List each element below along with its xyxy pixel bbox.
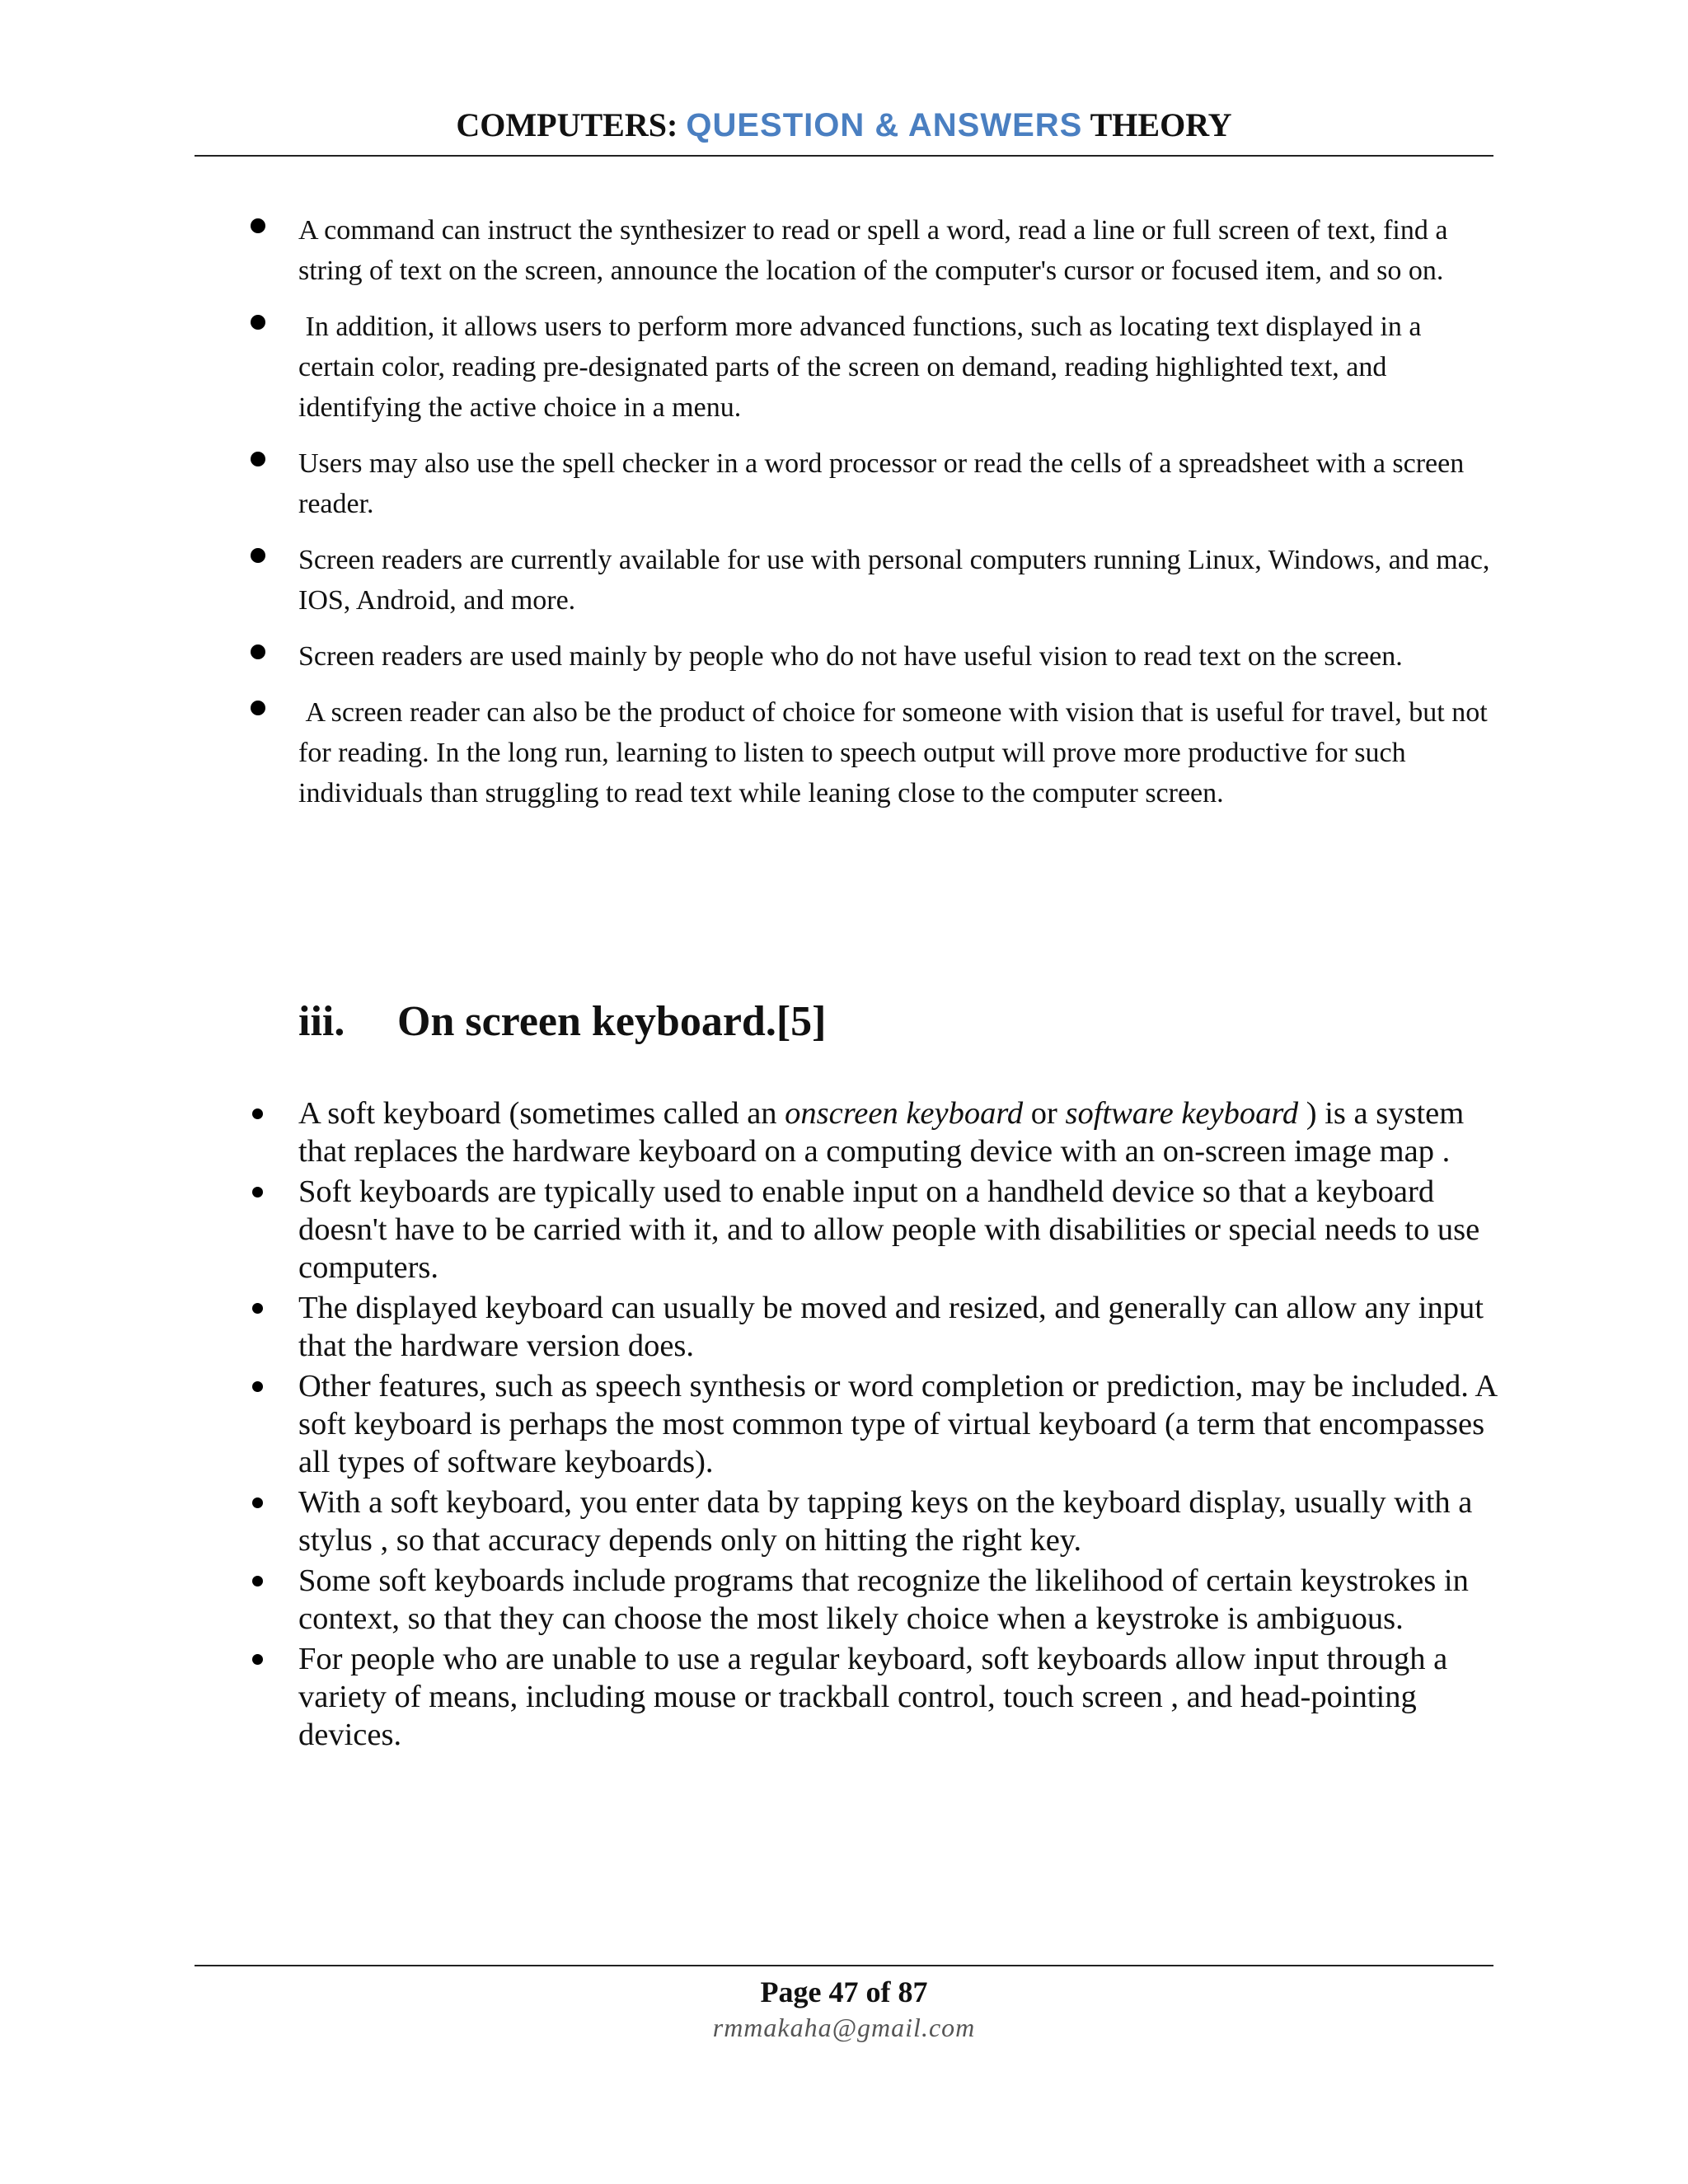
- section-heading: [298, 993, 826, 1051]
- list-item-text: Users may also use the spell checker in a word processor or read the cells of a spreadsheet with a screen reader.: [298, 448, 1465, 519]
- section-number: iii.: [298, 998, 345, 1045]
- list-item: [239, 1367, 1500, 1481]
- list-item-text: Screen readers are used mainly by people who do not have useful vision to read text on the screen.: [298, 641, 1403, 672]
- list-item: [239, 1094, 1500, 1170]
- list-item: [239, 1562, 1500, 1638]
- list-item-text: [298, 1096, 1472, 1169]
- list-item-text: Screen readers are currently available for use with personal computers running Linux, Windows, and mac, IOS, Android, and more.: [298, 545, 1490, 616]
- list-item-text: A screen reader can also be the product of choice for someone with vision that is useful for travel, but not for reading. In the long run, learning to listen to speech output will prove more productive for such individuals than struggling to read text while leaning close to the computer screen.: [298, 697, 1495, 808]
- list-item-text: Other features, such as speech synthesis or word completion or prediction, may be included. A soft keyboard is perhaps the most common type of virtual keyboard (a term that encompasses all types of software keyboards).: [298, 1369, 1496, 1479]
- bullet-icon: [252, 1654, 263, 1665]
- list-item: [239, 1173, 1500, 1286]
- section-title: On screen keyboard.[5]: [397, 998, 827, 1045]
- text-run: or: [1023, 1096, 1066, 1131]
- page-number: Page 47 of 87: [760, 1975, 928, 2008]
- bullet-icon: [252, 1108, 263, 1119]
- list-item: [239, 210, 1500, 291]
- keyboard-bullet-list: [239, 1094, 1500, 1756]
- bullet-icon: [251, 644, 265, 659]
- header-separator: :: [667, 106, 678, 143]
- footer-email: rmmakaha@gmail.com: [712, 2013, 976, 2042]
- list-item: [239, 1640, 1500, 1754]
- bullet-icon: [252, 1381, 263, 1392]
- bullet-icon: [252, 1187, 263, 1197]
- footer-rule: [195, 1965, 1493, 1966]
- header-prefix: COMPUTERS: [456, 106, 667, 143]
- bullet-icon: [251, 315, 265, 330]
- list-item-text: A command can instruct the synthesizer to read or spell a word, read a line or full screen of text, find a string of text on the screen, announce the location of the computer's cursor or focused item, and so on.: [298, 215, 1448, 286]
- list-item: [239, 692, 1500, 813]
- page-header: [195, 102, 1493, 148]
- header-accent: QUESTION & ANSWERS: [686, 107, 1083, 143]
- header-rule: [195, 155, 1493, 157]
- italic-term: onscreen keyboard: [785, 1096, 1024, 1131]
- list-item-text: With a soft keyboard, you enter data by tapping keys on the keyboard display, usually with a stylus , so that accuracy depends only on hitting the right key.: [298, 1485, 1473, 1558]
- list-item-text: For people who are unable to use a regular keyboard, soft keyboards allow input through a variety of means, including mouse or trackball control, touch screen , and head-pointing devices.: [298, 1642, 1448, 1752]
- header-suffix: THEORY: [1090, 106, 1232, 143]
- bullet-icon: [251, 548, 265, 563]
- list-item: [239, 636, 1500, 677]
- bullet-icon: [251, 218, 265, 233]
- list-item: [239, 443, 1500, 524]
- bullet-icon: [251, 452, 265, 466]
- bullet-icon: [251, 701, 265, 715]
- bullet-icon: [252, 1303, 263, 1314]
- bullet-icon: [252, 1576, 263, 1586]
- screen-reader-bullet-list: [239, 210, 1500, 829]
- bullet-icon: [252, 1497, 263, 1508]
- list-item: [239, 307, 1500, 428]
- list-item-text: Soft keyboards are typically used to enable input on a handheld device so that a keyboard doesn't have to be carried with it, and to allow people with disabilities or special needs to use computers.: [298, 1174, 1480, 1285]
- text-run: A soft keyboard (sometimes called an: [298, 1096, 785, 1131]
- list-item-text: In addition, it allows users to perform more advanced functions, such as locating text displayed in a certain color, reading pre-designated parts of the screen on demand, reading highlighted text, and identifying the active choice in a menu.: [298, 312, 1428, 423]
- list-item: [239, 1483, 1500, 1559]
- list-item-text: Some soft keyboards include programs that recognize the likelihood of certain keystrokes in context, so that they can choose the most likely choice when a keystroke is ambiguous.: [298, 1563, 1469, 1636]
- text-run: ) is a system that replaces the hardware keyboard on a computing device with an on-screen image map .: [298, 1096, 1472, 1169]
- list-item: [239, 540, 1500, 621]
- list-item: [239, 1289, 1500, 1365]
- list-item-text: The displayed keyboard can usually be moved and resized, and generally can allow any input that the hardware version does.: [298, 1291, 1484, 1363]
- italic-term: software keyboard: [1065, 1096, 1299, 1131]
